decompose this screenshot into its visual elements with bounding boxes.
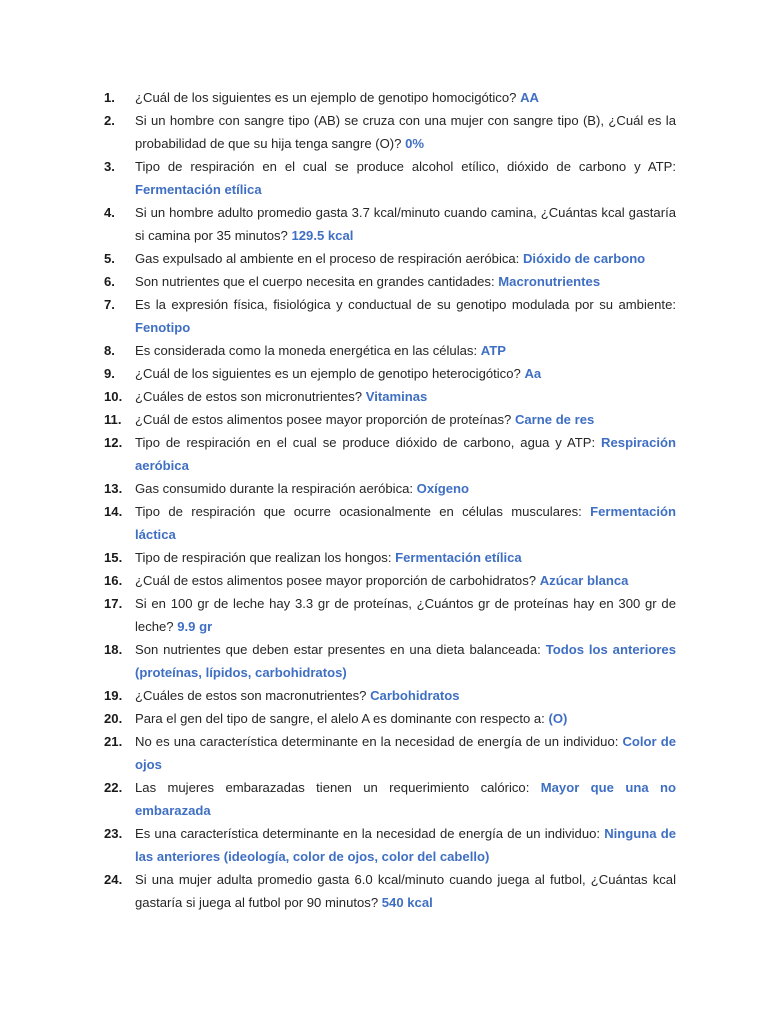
answer-text: Macronutrientes bbox=[498, 274, 601, 289]
question-text: ¿Cuál de estos alimentos posee mayor proporción de proteínas? bbox=[135, 412, 512, 427]
question-text: Es una característica determinante en la necesidad de energía de un individuo: bbox=[135, 826, 601, 841]
item-number: 21. bbox=[104, 734, 123, 749]
question-text: ¿Cuál de los siguientes es un ejemplo de genotipo homocigótico? bbox=[135, 90, 517, 105]
answer-text: AA bbox=[520, 90, 539, 105]
question-text: Las mujeres embarazadas tienen un requerimiento calórico: bbox=[135, 780, 530, 795]
answer-text: 9.9 gr bbox=[177, 619, 213, 634]
answer-text: Fermentación láctica bbox=[135, 504, 677, 542]
answer-text: Mayor que una no embarazada bbox=[135, 780, 676, 818]
list-item bbox=[104, 477, 676, 500]
item-number: 9. bbox=[104, 366, 115, 381]
item-number: 8. bbox=[104, 343, 115, 358]
list-item bbox=[104, 155, 676, 201]
question-text: ¿Cuál de estos alimentos posee mayor proporción de carbohidratos? bbox=[135, 573, 537, 588]
list-item bbox=[104, 592, 676, 638]
list-item bbox=[104, 270, 676, 293]
list-item bbox=[104, 707, 676, 730]
item-number: 2. bbox=[104, 113, 115, 128]
question-text: Gas expulsado al ambiente en el proceso de respiración aeróbica: bbox=[135, 251, 520, 266]
answer-text: Vitaminas bbox=[365, 389, 428, 404]
question-text: Tipo de respiración que ocurre ocasionalmente en células musculares: bbox=[135, 504, 582, 519]
item-number: 10. bbox=[104, 389, 123, 404]
item-number: 3. bbox=[104, 159, 115, 174]
list-item bbox=[104, 822, 676, 868]
answer-text: Color de ojos bbox=[135, 734, 677, 772]
list-item bbox=[104, 431, 676, 477]
item-number: 12. bbox=[104, 435, 123, 450]
item-number: 4. bbox=[104, 205, 115, 220]
item-number: 6. bbox=[104, 274, 115, 289]
list-item bbox=[104, 293, 676, 339]
item-number: 1. bbox=[104, 90, 115, 105]
list-item bbox=[104, 339, 676, 362]
list-item bbox=[104, 385, 676, 408]
item-number: 7. bbox=[104, 297, 115, 312]
list-item bbox=[104, 109, 676, 155]
item-number: 5. bbox=[104, 251, 115, 266]
item-number: 23. bbox=[104, 826, 123, 841]
question-text: Gas consumido durante la respiración aeróbica: bbox=[135, 481, 414, 496]
list-item bbox=[104, 247, 676, 270]
answer-text: Carbohidratos bbox=[370, 688, 460, 703]
list-item bbox=[104, 638, 676, 684]
question-text: ¿Cuáles de estos son micronutrientes? bbox=[135, 389, 363, 404]
list-item bbox=[104, 201, 676, 247]
item-number: 20. bbox=[104, 711, 123, 726]
list-item bbox=[104, 569, 676, 592]
question-text: ¿Cuál de los siguientes es un ejemplo de genotipo heterocigótico? bbox=[135, 366, 521, 381]
list-item bbox=[104, 684, 676, 707]
list-item bbox=[104, 408, 676, 431]
answer-text: Fermentación etílica bbox=[135, 182, 262, 197]
question-text: Si un hombre adulto promedio gasta 3.7 kcal/minuto cuando camina, ¿Cuántas kcal gastaría si camina por 35 minutos? bbox=[135, 205, 676, 243]
answer-text: Fermentación etílica bbox=[395, 550, 522, 565]
answer-text: Todos los anteriores (proteínas, lípidos, carbohidratos) bbox=[135, 642, 676, 680]
question-text: Si un hombre con sangre tipo (AB) se cruza con una mujer con sangre tipo (B), ¿Cuál es la probabilidad de que su hija tenga sangre (O)? bbox=[135, 113, 676, 151]
item-number: 17. bbox=[104, 596, 123, 611]
question-answer-list bbox=[104, 86, 676, 914]
answer-text: 0% bbox=[405, 136, 424, 151]
answer-text: Azúcar blanca bbox=[539, 573, 629, 588]
list-item bbox=[104, 868, 676, 914]
item-number: 15. bbox=[104, 550, 123, 565]
answer-text: ATP bbox=[480, 343, 506, 358]
answer-text: (O) bbox=[548, 711, 568, 726]
answer-text: Respiración aeróbica bbox=[135, 435, 676, 473]
item-number: 19. bbox=[104, 688, 123, 703]
item-number: 22. bbox=[104, 780, 123, 795]
item-number: 14. bbox=[104, 504, 123, 519]
question-text: Es considerada como la moneda energética en las células: bbox=[135, 343, 478, 358]
question-text: Para el gen del tipo de sangre, el alelo A es dominante con respecto a: bbox=[135, 711, 545, 726]
list-item bbox=[104, 776, 676, 822]
answer-text: Carne de res bbox=[514, 412, 595, 427]
question-text: Tipo de respiración en el cual se produce alcohol etílico, dióxido de carbono y ATP: bbox=[135, 159, 676, 174]
item-number: 13. bbox=[104, 481, 123, 496]
question-text: Tipo de respiración que realizan los hongos: bbox=[135, 550, 392, 565]
question-text: Tipo de respiración en el cual se produce dióxido de carbono, agua y ATP: bbox=[135, 435, 596, 450]
question-text: Son nutrientes que el cuerpo necesita en grandes cantidades: bbox=[135, 274, 495, 289]
list-item bbox=[104, 730, 676, 776]
item-number: 16. bbox=[104, 573, 123, 588]
item-number: 18. bbox=[104, 642, 123, 657]
item-number: 11. bbox=[104, 412, 122, 427]
question-text: ¿Cuáles de estos son macronutrientes? bbox=[135, 688, 367, 703]
list-item bbox=[104, 362, 676, 385]
list-item bbox=[104, 546, 676, 569]
item-number: 24. bbox=[104, 872, 123, 887]
question-text: Es la expresión física, fisiológica y conductual de su genotipo modulada por su ambiente: bbox=[135, 297, 676, 312]
answer-text: Ninguna de las anteriores (ideología, color de ojos, color del cabello) bbox=[135, 826, 677, 864]
answer-text: Aa bbox=[524, 366, 542, 381]
question-text: Si una mujer adulta promedio gasta 6.0 kcal/minuto cuando juega al futbol, ¿Cuántas kcal gastaría si juega al futbol por 90 minutos? bbox=[135, 872, 676, 910]
answer-text: Dióxido de carbono bbox=[522, 251, 646, 266]
list-item bbox=[104, 500, 676, 546]
question-text: Son nutrientes que deben estar presentes en una dieta balanceada: bbox=[135, 642, 541, 657]
question-text: No es una característica determinante en la necesidad de energía de un individuo: bbox=[135, 734, 619, 749]
answer-text: 129.5 kcal bbox=[291, 228, 354, 243]
answer-text: Fenotipo bbox=[135, 320, 191, 335]
list-item bbox=[104, 86, 676, 109]
answer-text: 540 kcal bbox=[381, 895, 433, 910]
question-text: Si en 100 gr de leche hay 3.3 gr de proteínas, ¿Cuántos gr de proteínas hay en 300 gr de leche? bbox=[135, 596, 676, 634]
answer-text: Oxígeno bbox=[416, 481, 470, 496]
